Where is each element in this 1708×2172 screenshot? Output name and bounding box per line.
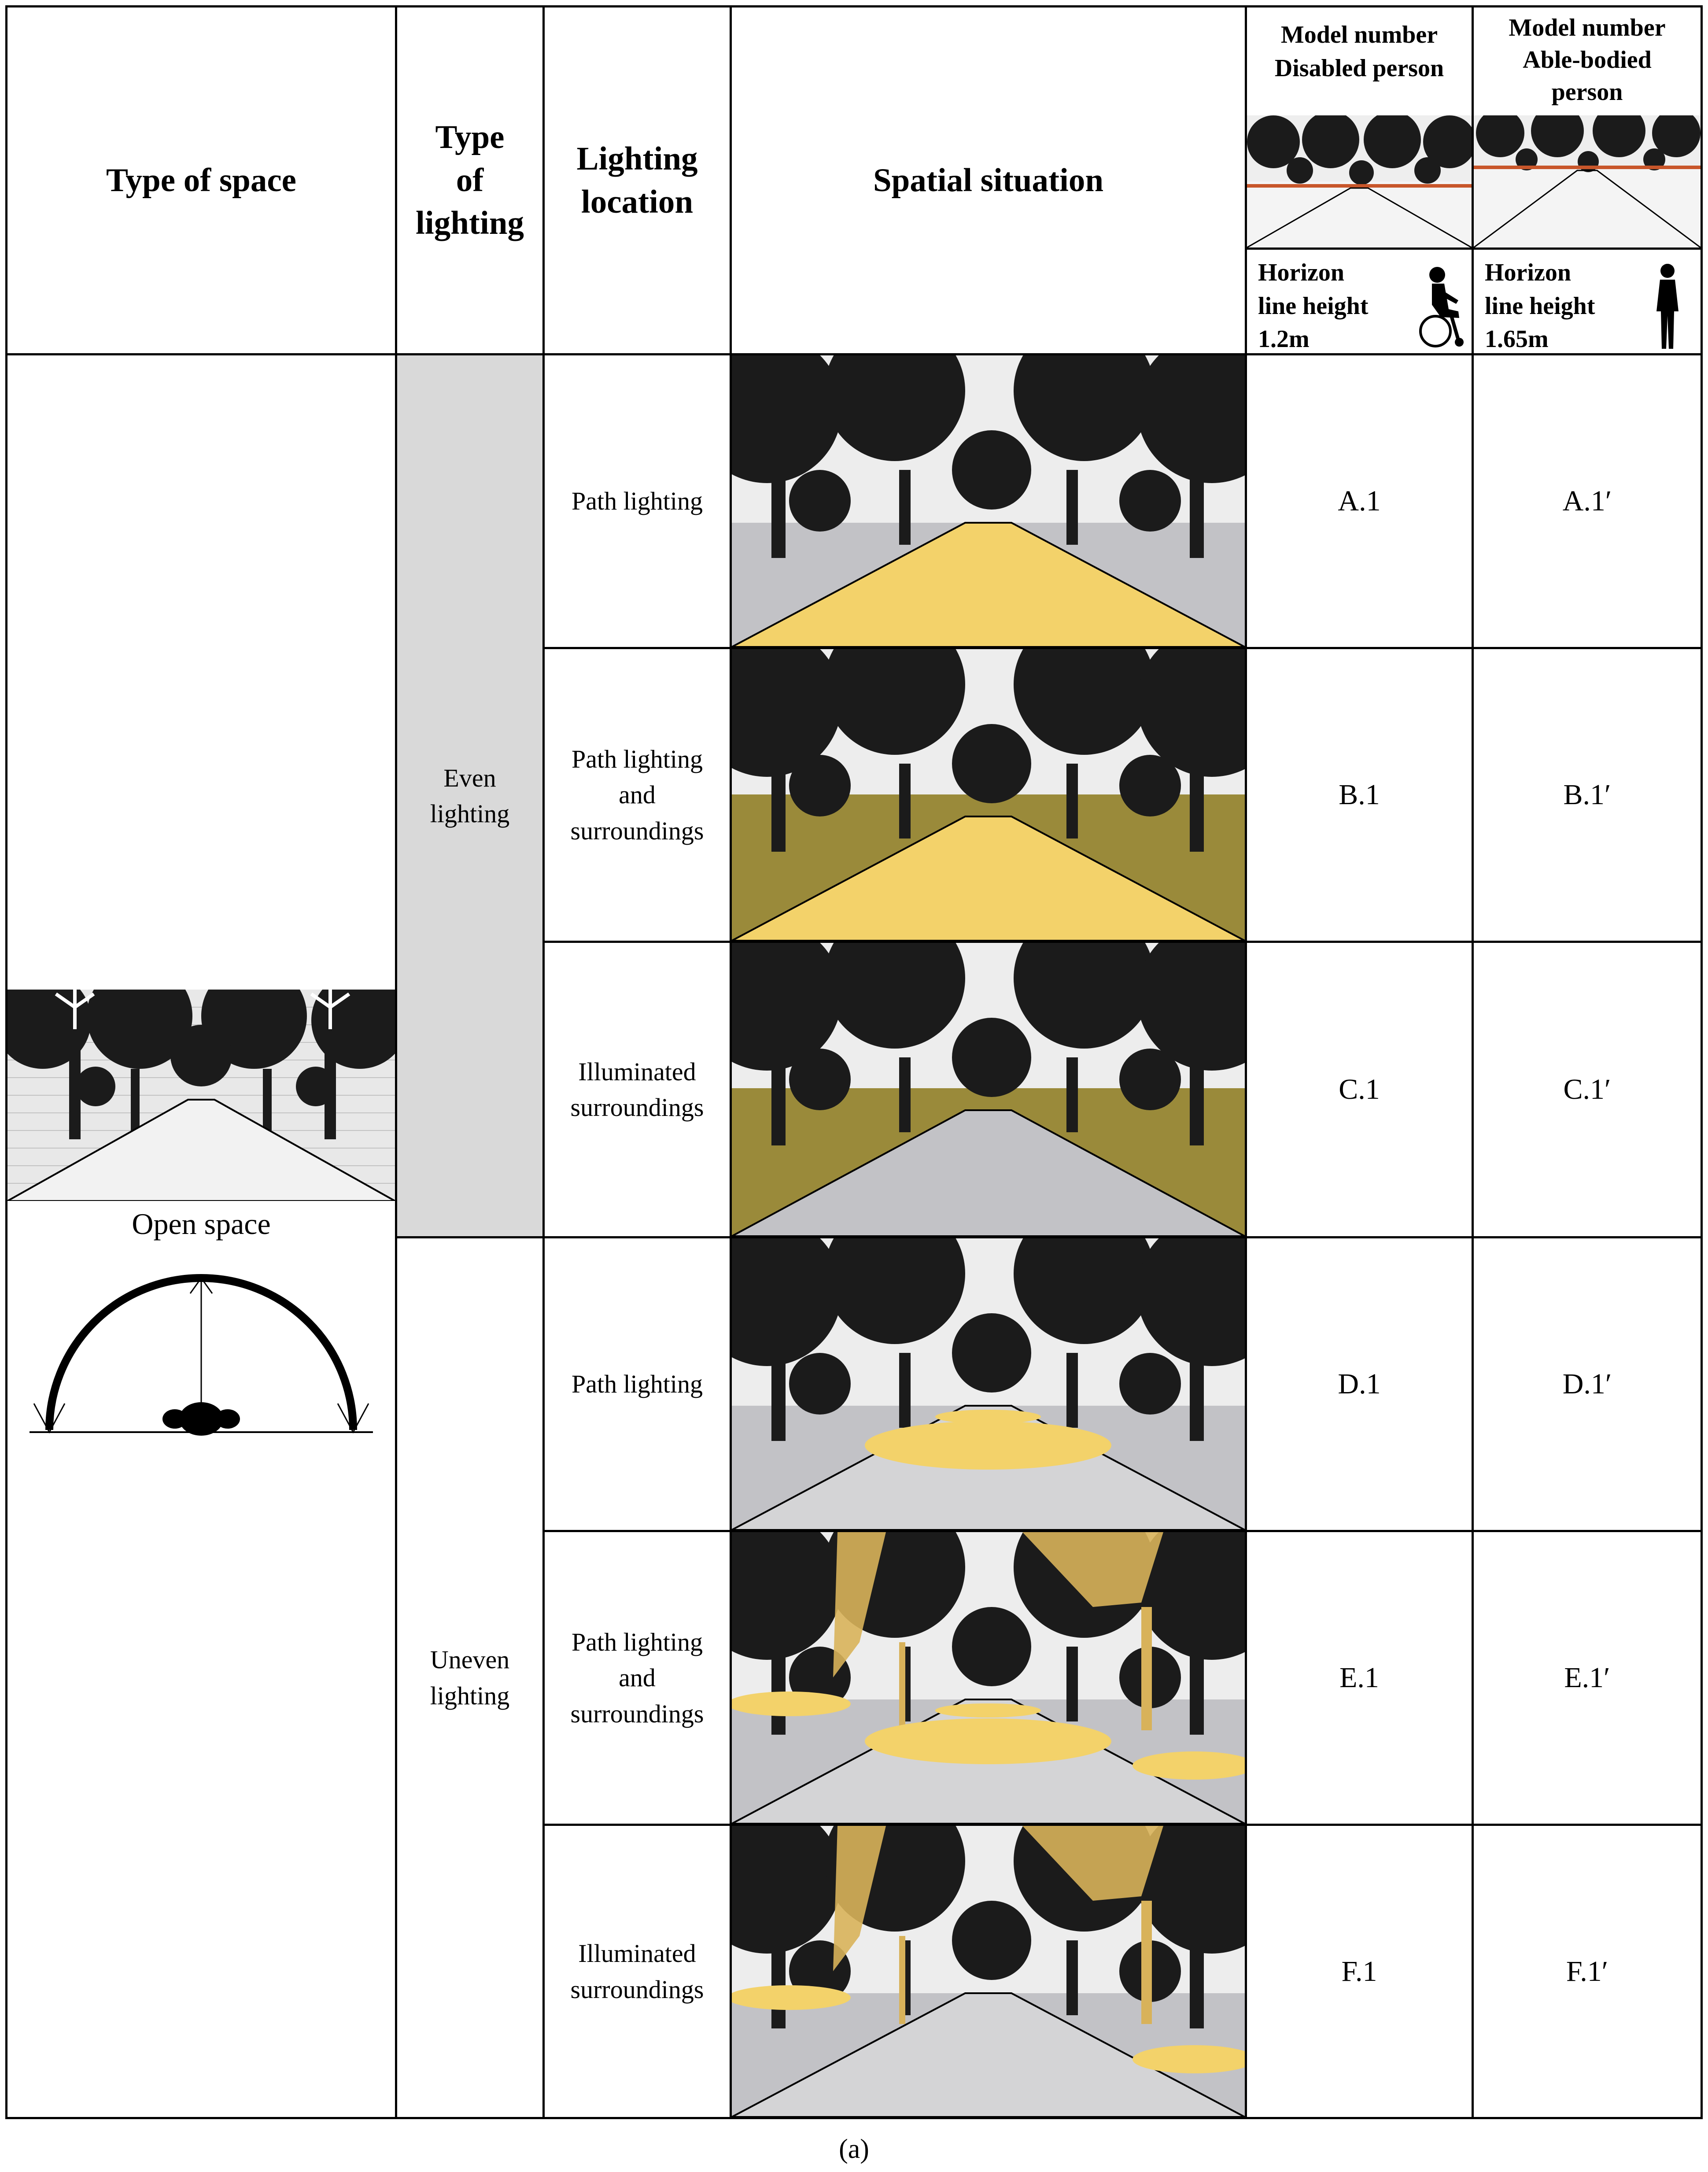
model-able-cell: F.1′: [1472, 1824, 1703, 2119]
scene-illuminated-surroundings-even: [732, 943, 1245, 1236]
group-uneven-lighting: Uneven lighting: [395, 1236, 545, 2119]
model-able-cell: E.1′: [1472, 1530, 1703, 1826]
group-even-lighting: Even lighting: [395, 353, 545, 1238]
model-disabled-cell: D.1: [1245, 1236, 1474, 1532]
model-able-cell: C.1′: [1472, 941, 1703, 1238]
scene-path-lighting-uneven: [732, 1238, 1245, 1530]
spatial-situation-cell: [730, 353, 1247, 649]
horizon-label-disabled: Horizon line height 1.2m: [1258, 259, 1369, 353]
space-cell: [5, 353, 397, 2119]
lighting-location-cell: Path lighting: [542, 353, 732, 649]
viewing-dome-diagram-icon: [25, 1245, 377, 1448]
spatial-situation-cell: [730, 1236, 1247, 1532]
lighting-location-cell: Path lighting: [542, 1236, 732, 1532]
spatial-situation-cell: [730, 1824, 1247, 2119]
model-able-cell: D.1′: [1472, 1236, 1703, 1532]
spatial-situation-cell: [730, 1530, 1247, 1826]
wheelchair-user-icon: [1410, 265, 1467, 349]
figure-caption: (a): [839, 2134, 869, 2164]
standing-person-icon: [1648, 263, 1687, 351]
model-disabled-cell: A.1: [1245, 353, 1474, 649]
model-disabled-cell: C.1: [1245, 941, 1474, 1238]
space-label: Open space: [132, 1207, 271, 1241]
spatial-situation-cell: [730, 647, 1247, 943]
scene-path-and-surroundings-even: [732, 649, 1245, 941]
lighting-location-cell: Illuminated surroundings: [542, 941, 732, 1238]
scene-illuminated-surroundings-uneven: [732, 1826, 1245, 2117]
horizon-label-able: Horizon line height 1.65m: [1485, 259, 1595, 353]
scene-path-lighting-even: [732, 355, 1245, 647]
header-model-able: Model number Able-bodied person: [1509, 14, 1666, 106]
header-lighting-location: Lighting location: [542, 5, 732, 355]
spatial-situation-cell: [730, 941, 1247, 1238]
lighting-location-cell: Path lighting and surroundings: [542, 1530, 732, 1826]
model-able-cell: B.1′: [1472, 647, 1703, 943]
header-model-disabled-block: [1245, 5, 1474, 355]
model-disabled-cell: E.1: [1245, 1530, 1474, 1826]
comparison-table: [5, 5, 1703, 2119]
model-disabled-cell: F.1: [1245, 1824, 1474, 2119]
header-model-disabled: Model number Disabled person: [1274, 21, 1444, 82]
header-model-able-block: [1472, 5, 1703, 355]
header-type-of-space: Type of space: [5, 5, 397, 355]
open-space-thumbnail: [7, 990, 395, 1201]
header-type-of-lighting: Type of lighting: [395, 5, 545, 355]
model-disabled-cell: B.1: [1245, 647, 1474, 943]
model-able-cell: A.1′: [1472, 353, 1703, 649]
scene-path-and-surroundings-uneven: [732, 1532, 1245, 1824]
header-spatial-situation: Spatial situation: [730, 5, 1247, 355]
horizon-thumbnail-able: [1474, 115, 1701, 247]
lighting-location-cell: Path lighting and surroundings: [542, 647, 732, 943]
lighting-location-cell: Illuminated surroundings: [542, 1824, 732, 2119]
horizon-thumbnail-disabled: [1247, 115, 1472, 247]
